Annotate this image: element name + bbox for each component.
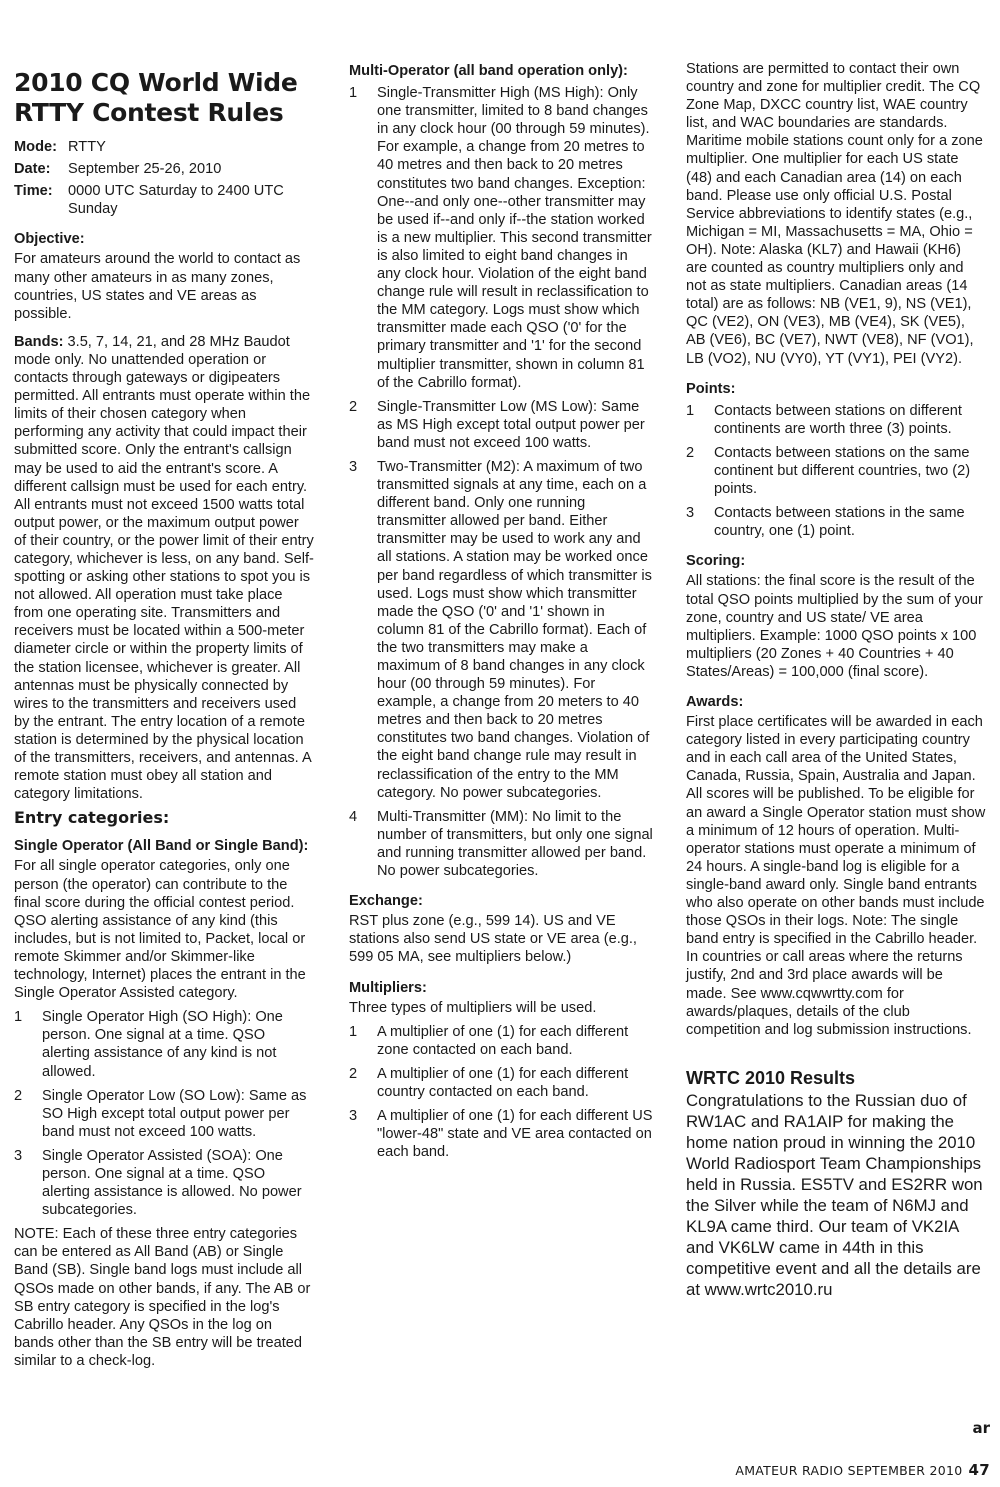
points-heading: Points:	[686, 380, 736, 397]
list-item	[349, 1065, 654, 1101]
item-text: Contacts between stations on the same continent but different countries, two (2) points.	[714, 444, 971, 498]
meta-date	[14, 160, 314, 178]
item-text: A multiplier of one (1) for each different US "lower-48" state and VE area contacted on each band.	[377, 1108, 653, 1161]
single-op-intro: For all single operator categories, only one person (the operator) can contribute to the final score during the official contest period. QSO alerting assistance of any kind (this includes, but is not limited to, Packet, local or remote Skimmer and/or Skimmer-like technology, Internet) places the entrant in the Single Operator Assisted category.	[14, 858, 306, 1002]
meta-value: September 25-26, 2010	[68, 161, 222, 178]
item-text: Single Operator High (SO High): One person. One signal at a time. QSO alerting assistance of any kind is not allowed.	[42, 1009, 283, 1080]
bands-heading: Bands:	[14, 333, 64, 350]
wrtc-text: Congratulations to the Russian duo of RW1AC and RA1AIP for making the home nation proud in winning the 2010 World Radiosport Team Championships held in Russia. ES5TV and ES2RR won the Silver while the team of N6MJ and KL9A came third. Our team of VK2IA and VK6LW came in 44th in this competitive event and all the details are at www.wrtc2010.ru	[686, 1090, 983, 1299]
item-text: Contacts between stations in the same country, one (1) point.	[714, 505, 965, 540]
list-item	[349, 808, 654, 880]
item-number: 1	[686, 402, 695, 419]
item-text: Single Operator Assisted (SOA): One person. One signal at a time. QSO alerting assistance is allowed. No power subcategories.	[42, 1147, 302, 1219]
list-item	[14, 1087, 314, 1141]
list-item	[686, 504, 986, 540]
item-number: 3	[349, 458, 358, 475]
item-number: 3	[14, 1147, 23, 1164]
item-text: A multiplier of one (1) for each different zone contacted on each band.	[377, 1023, 629, 1058]
item-number: 4	[349, 808, 358, 825]
column-2	[349, 60, 654, 1167]
page-number: 47	[968, 1461, 990, 1479]
scoring-heading: Scoring:	[686, 553, 746, 570]
item-number: 2	[14, 1087, 23, 1104]
single-op-heading: Single Operator (All Band or Single Band):	[14, 838, 309, 855]
bands-paragraph	[14, 333, 314, 803]
item-number: 3	[349, 1108, 358, 1125]
entry-categories-heading: Entry categories:	[14, 808, 170, 828]
multipliers-heading: Multipliers:	[349, 979, 427, 996]
multipliers-closing: Stations are permitted to contact their own country and zone for multiplier credit. The CQ Zone Map, DXCC country list, WAE country list, and WAC boundaries are standards. Maritime mobile stations count only for a zone multiplier. One multiplier for each US state (48) and each Canadian area (14) on each band. Please use only official U.S. Postal Service abbreviations to identify states (e.g., Michigan = MI, Massachusetts = MA, Ohio = OH). Note: Alaska (KL7) and Hawaii (KH6) are counted as country multipliers only and not as state multipliers. Canadian areas (14 total) are as follows: NB (VE1, 9), NS (VE1), QC (VE2), ON (VE3), MB (VE4), SK (VE5), AB (VE6), BC (VE7), NWT (VE8), NF (VO1), LB (VO2), NU (VY0), YT (VY1), PEI (VY2).	[686, 61, 983, 367]
awards-text: First place certificates will be awarded in each category listed in every participating country and in each call area of the United States, Canada, Russia, Spain, Australia and Japan. All scores will be published. To be eligible for an award a Single Operator station must show a minimum of 12 hours of operation. Multi-operator stations must operate a minimum of 24 hours. A single-band log is eligible for a single-band award only. Single band entrants who also operate on other bands must include those QSOs in their logs. Note: The single band entry is specified in the Cabrillo header. In countries or call areas where the returns justify, 2nd and 3rd place awards will be made. See www.cqwwrtty.com for awards/plaques, details of the club competition and log submission instructions.	[686, 714, 986, 1038]
objective-heading: Objective:	[14, 231, 85, 248]
footer-publication: AMATEUR RADIO SEPTEMBER 2010	[735, 1463, 963, 1478]
meta-label: Date:	[14, 161, 51, 178]
list-item	[349, 84, 654, 392]
item-text: A multiplier of one (1) for each different country contacted on each band.	[377, 1065, 629, 1100]
page-title: 2010 CQ World Wide RTTY Contest Rules	[14, 68, 298, 127]
column-1	[14, 60, 314, 1376]
item-number: 1	[349, 85, 358, 102]
item-text: Contacts between stations on different continents are worth three (3) points.	[714, 402, 962, 437]
meta-label: Mode:	[14, 139, 57, 155]
exchange-heading: Exchange:	[349, 893, 423, 910]
item-number: 1	[349, 1023, 358, 1040]
meta-value: RTTY	[68, 139, 106, 155]
item-number: 2	[349, 398, 358, 415]
meta-mode	[14, 138, 314, 156]
page-footer	[735, 1461, 990, 1479]
item-number: 1	[14, 1009, 23, 1026]
item-text: Two-Transmitter (M2): A maximum of two transmitted signals at any time, each on a different band. Only one running transmitter allowed per band. Either transmitter may be used to work any and all stations. A station may be worked once per band regardless of which transmitter is used. Logs must show which transmitter made the QSO ('0' and '1' shown in column 81 of the Cabrillo format). Each of the two transmitters may make a maximum of 8 band changes in any clock hour (00 through 59 minutes). For example, a change from 20 meters to 40 metres and then back to 20 metres constitutes two band changes. Violation of the eight band change rule may result in reclassification of the entry to the MM category. No power subcategories.	[377, 458, 652, 801]
bands-text: 3.5, 7, 14, 21, and 28 MHz Baudot mode only. No unattended operation or contacts through gateways or digipeaters permitted. All entrants must operate within the limits of their chosen category when performing any activity that could impact their submitted score. Only the entrant's callsign may be used to aid the entrant's score. A different callsign must be used for each entry. All entrants must not exceed 1500 watts total output power, or the maximum output power of their country, or the power limit of their entry category, whichever is less, on any band. Self-spotting or asking other stations to spot you is not allowed. All operation must take place from one operating site. Transmitters and receivers must be located within a 500-meter diameter circle or within the property limits of the station licensee, whichever is greater. All antennas must be physically connected by wires to the transmitters and receivers used by the entrant. The entry location of a remote station is determined by the physical location of the transmitters, receivers, and antennas. A remote station must obey all station and category limitations.	[14, 333, 314, 803]
item-text: Multi-Transmitter (MM): No limit to the number of transmitters, but only one signal and running transmitter allowed per band. No power subcategories.	[377, 808, 653, 880]
multi-op-heading: Multi-Operator (all band operation only):	[349, 63, 628, 79]
single-op-note: NOTE: Each of these three entry categories can be entered as All Band (AB) or Single Band (SB). Single band logs must include all QSOs made on other bands, if any. The AB or SB entry category is specified in the log's Cabrillo header. Any QSOs in the log on bands other than the SB entry will be treated similar to a check-log.	[14, 1226, 311, 1369]
item-text: Single-Transmitter Low (MS Low): Same as MS High except total output power per band must not exceed 100 watts.	[377, 398, 645, 451]
item-text: Single Operator Low (SO Low): Same as SO High except total output power per band must not exceed 100 watts.	[42, 1087, 307, 1140]
item-number: 2	[349, 1065, 358, 1082]
multipliers-list	[349, 1023, 654, 1162]
meta-time	[14, 182, 314, 218]
list-item	[14, 1147, 314, 1219]
list-item	[349, 1107, 654, 1161]
column-3	[686, 60, 986, 1300]
meta-value: 0000 UTC Saturday to 2400 UTC Sunday	[68, 183, 284, 218]
item-text: Single-Transmitter High (MS High): Only one transmitter, limited to 8 band changes in any clock hour (00 through 59 minutes). For example, a change from 20 metres to 40 metres and then back to 20 metres constitutes two band changes. Exception: One--and only one--other transmitter may be used if--and only if--the station worked is a new multiplier. This second transmitter is also limited to eight band changes in any clock hour. Violation of the eight band change rule will result in reclassification to the MM category. Logs must show which transmitter made each QSO ('0' for the primary transmitter and '1' for the second multiplier transmitter, shown in column 81 of the Cabrillo format).	[377, 85, 652, 391]
list-item	[349, 458, 654, 802]
exchange-text: RST plus zone (e.g., 599 14). US and VE stations also send US state or VE area (e.g., 599 05 MA, see multipliers below.)	[349, 913, 637, 966]
multipliers-intro: Three types of multipliers will be used.	[349, 999, 597, 1016]
objective-text: For amateurs around the world to contact as many other amateurs in as many zones, countries, US states and VE areas as possible.	[14, 251, 301, 322]
list-item	[349, 1023, 654, 1059]
list-item	[349, 398, 654, 452]
list-item	[14, 1008, 314, 1080]
scoring-text: All stations: the final score is the result of the total QSO points multiplied by the sum of your zone, country and US state/ VE area multipliers. Example: 1000 QSO points x 100 multipliers (20 Zones + 40 Countries + 40 States/Areas) = 100,000 (final score).	[686, 573, 983, 680]
meta-label: Time:	[14, 183, 53, 200]
article-end-mark: ar	[972, 1419, 990, 1437]
single-op-list	[14, 1008, 314, 1219]
item-number: 2	[686, 444, 695, 461]
points-list	[686, 402, 986, 541]
multi-op-list	[349, 84, 654, 880]
item-number: 3	[686, 505, 695, 522]
list-item	[686, 402, 986, 438]
awards-heading: Awards:	[686, 694, 744, 710]
wrtc-heading: WRTC 2010 Results	[686, 1067, 856, 1088]
list-item	[686, 444, 986, 498]
